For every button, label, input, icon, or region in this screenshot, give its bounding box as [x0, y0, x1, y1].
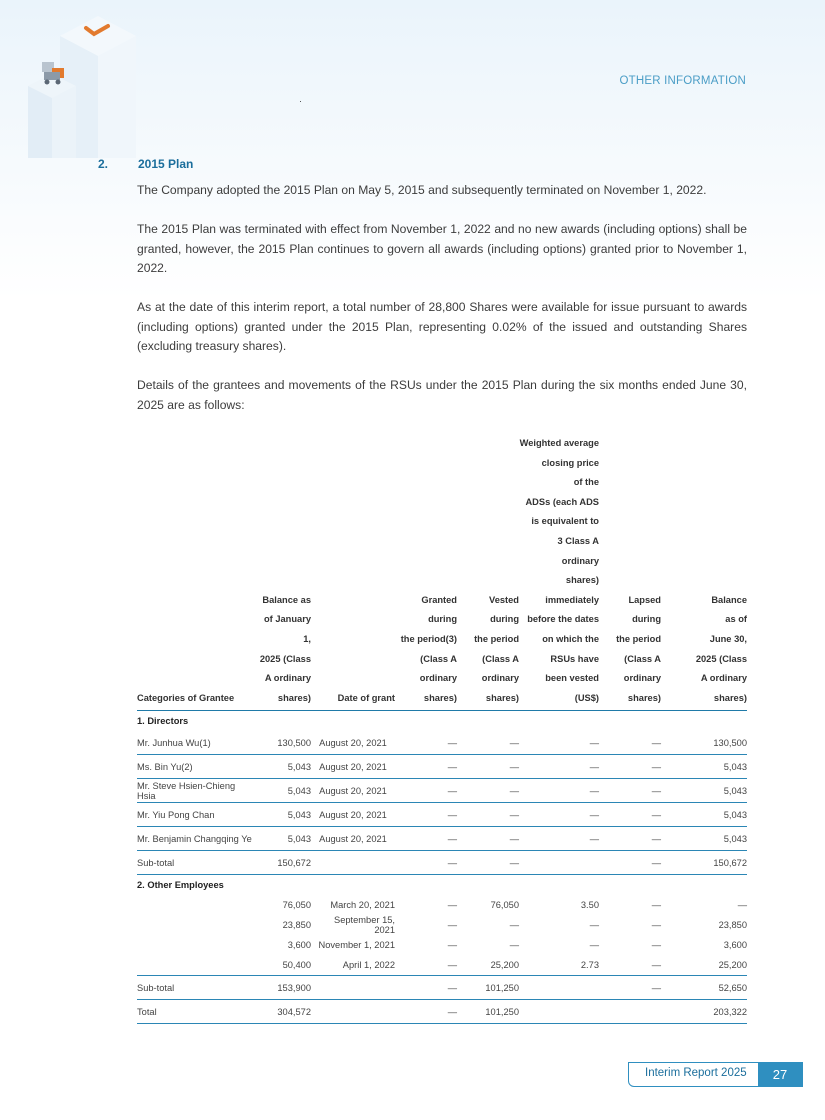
- balance-jan-cell: 304,572: [255, 1000, 311, 1024]
- grantee-name: Mr. Benjamin Changqing Ye: [137, 827, 255, 851]
- grant-date-cell: March 20, 2021: [330, 900, 395, 911]
- table-row: [137, 955, 747, 976]
- decorative-cubes-graphic: [20, 8, 140, 158]
- vested-cell: —: [457, 851, 519, 875]
- header-vested: Vested during the period (Class A ordinary shares): [457, 434, 519, 711]
- grant-date-cell: August 20, 2021: [311, 731, 395, 755]
- grantee-name: Mr. Steve Hsien-Chieng Hsia: [137, 779, 255, 803]
- balance-jan-cell: 3,600: [287, 940, 311, 951]
- balance-jun-cell: 203,322: [661, 1000, 747, 1024]
- lapsed-cell: —: [651, 920, 661, 931]
- balance-jan-cell: 76,050: [282, 900, 311, 911]
- balance-jan-cell: 5,043: [255, 779, 311, 803]
- grant-date-cell: April 1, 2022: [311, 955, 395, 976]
- price-cell: 2.73: [519, 955, 599, 976]
- paragraph-termination: The 2015 Plan was terminated with effect from November 1, 2022 and no new awards (including options) shall be granted, however, the 2015 Plan continues to govern all awards (including options) granted prior to November 1, 2022.: [137, 222, 747, 275]
- granted-cell: —: [395, 976, 457, 1000]
- grant-date-cell: September 15, 2021: [334, 915, 395, 936]
- total-label: Total: [137, 1000, 255, 1024]
- grant-date-cell: August 20, 2021: [311, 803, 395, 827]
- balance-jan-cell: 153,900: [255, 976, 311, 1000]
- grant-date-cell: August 20, 2021: [311, 827, 395, 851]
- grant-date-cell: [311, 1000, 395, 1024]
- lapsed-cell: —: [599, 955, 661, 976]
- grant-date-cell: November 1, 2021: [318, 940, 395, 951]
- header-balance-jan: Balance as of January 1, 2025 (Class A ordinary shares): [255, 434, 311, 711]
- table-row: [137, 779, 747, 803]
- balance-jun-cell: 5,043: [661, 755, 747, 779]
- section-number: 2.: [98, 157, 109, 171]
- grant-date-cell: [311, 976, 395, 1000]
- balance-jun-cell: 25,200: [661, 955, 747, 976]
- lapsed-cell: —: [599, 851, 661, 875]
- vested-cell: —: [457, 731, 519, 755]
- group-label: 1. Directors: [137, 716, 189, 727]
- balance-jan-cell: 5,043: [255, 755, 311, 779]
- granted-cell: —: [395, 779, 457, 803]
- vested-cell: —: [457, 755, 519, 779]
- grant-date-cell: August 20, 2021: [311, 779, 395, 803]
- paragraph-adoption: The Company adopted the 2015 Plan on May 5, 2015 and subsequently terminated on November 1, 2022.: [137, 183, 707, 197]
- subtotal-row-employees: [137, 976, 747, 1000]
- balance-jan-cell: 5,043: [255, 803, 311, 827]
- table-row: [137, 731, 747, 755]
- granted-cell: —: [395, 1000, 457, 1024]
- header-date-of-grant: Date of grant: [311, 434, 395, 711]
- granted-cell: —: [395, 851, 457, 875]
- granted-cell: —: [447, 920, 457, 931]
- grant-date-cell: August 20, 2021: [311, 755, 395, 779]
- balance-jun-cell: 5,043: [661, 803, 747, 827]
- table-row: [137, 935, 747, 955]
- price-cell: [519, 1000, 599, 1024]
- price-cell: —: [519, 731, 599, 755]
- price-cell: —: [519, 755, 599, 779]
- paragraph-availability: As at the date of this interim report, a total number of 28,800 Shares were available for issue pursuant to awards (including options) granted under the 2015 Plan, representing 0.02% of the issued and outstanding Shares (excluding treasury shares).: [137, 300, 747, 353]
- balance-jan-cell: 5,043: [255, 827, 311, 851]
- balance-jan-cell: 150,672: [255, 851, 311, 875]
- lapsed-cell: —: [599, 755, 661, 779]
- vested-cell: 101,250: [457, 976, 519, 1000]
- vested-cell: —: [457, 779, 519, 803]
- balance-jun-cell: 5,043: [661, 827, 747, 851]
- header-weighted-price: Weighted average closing price of the ADSs (each ADS is equivalent to 3 Class A ordinary shares) immediately before the dates on which the RSUs have been vested (US$): [519, 434, 599, 711]
- header-granted: Granted during the period(3) (Class A ordinary shares): [395, 434, 457, 711]
- lapsed-cell: —: [651, 900, 661, 911]
- section-tag: OTHER INFORMATION: [619, 75, 746, 87]
- balance-jun-cell: 52,650: [661, 976, 747, 1000]
- grantee-name: Ms. Bin Yu(2): [137, 755, 255, 779]
- subtotal-label: Sub-total: [137, 851, 255, 875]
- price-cell: [519, 851, 599, 875]
- granted-cell: —: [395, 803, 457, 827]
- vested-cell: 101,250: [457, 1000, 519, 1024]
- grant-date-cell: [311, 851, 395, 875]
- lapsed-cell: [599, 1000, 661, 1024]
- lapsed-cell: —: [599, 976, 661, 1000]
- table-row: [137, 803, 747, 827]
- price-cell: —: [589, 920, 599, 931]
- granted-cell: —: [395, 955, 457, 976]
- lapsed-cell: —: [599, 827, 661, 851]
- total-row: [137, 1000, 747, 1024]
- rsu-movements-table: [137, 434, 747, 1024]
- subtotal-row-directors: [137, 851, 747, 875]
- granted-cell: —: [447, 940, 457, 951]
- group-row-other-employees: [137, 875, 747, 896]
- grantee-name: Mr. Junhua Wu(1): [137, 731, 255, 755]
- balance-jun-cell: 5,043: [661, 779, 747, 803]
- lapsed-cell: —: [599, 779, 661, 803]
- balance-jun-cell: 150,672: [661, 851, 747, 875]
- table-row: [137, 915, 747, 935]
- price-cell: —: [519, 779, 599, 803]
- footer-badge: [628, 1062, 803, 1087]
- granted-cell: —: [395, 731, 457, 755]
- balance-jan-cell: 23,850: [282, 920, 311, 931]
- price-cell: [519, 976, 599, 1000]
- header-balance-jun: Balance as of June 30, 2025 (Class A ordinary shares): [661, 434, 747, 711]
- lapsed-cell: —: [599, 731, 661, 755]
- vested-cell: —: [509, 940, 519, 951]
- section-title: 2015 Plan: [138, 157, 194, 171]
- stray-dot: [300, 101, 301, 102]
- vested-cell: 25,200: [457, 955, 519, 976]
- vested-cell: —: [457, 827, 519, 851]
- section-heading: [98, 157, 193, 171]
- page-number: 27: [758, 1063, 802, 1086]
- balance-jun-cell: 23,850: [718, 920, 747, 931]
- granted-cell: —: [447, 900, 457, 911]
- subtotal-label: Sub-total: [137, 976, 255, 1000]
- granted-cell: —: [395, 755, 457, 779]
- vested-cell: —: [509, 920, 519, 931]
- footer-report-label: Interim Report 2025: [645, 1067, 747, 1079]
- price-cell: —: [589, 940, 599, 951]
- price-cell: 3.50: [580, 900, 599, 911]
- paragraph-details-intro: Details of the grantees and movements of the RSUs under the 2015 Plan during the six months ended June 30, 2025 are as follows:: [137, 378, 747, 412]
- balance-jun-cell: 3,600: [723, 940, 747, 951]
- grantee-name: Mr. Yiu Pong Chan: [137, 803, 255, 827]
- group-label: 2. Other Employees: [137, 880, 224, 891]
- granted-cell: —: [395, 827, 457, 851]
- table-header-row: [137, 434, 747, 711]
- group-row-directors: [137, 711, 747, 732]
- price-cell: —: [519, 803, 599, 827]
- table-row: [137, 755, 747, 779]
- lapsed-cell: —: [651, 940, 661, 951]
- balance-jan-cell: 130,500: [255, 731, 311, 755]
- header-category: Categories of Grantee: [137, 434, 255, 711]
- balance-jun-cell: 130,500: [661, 731, 747, 755]
- vested-cell: 76,050: [490, 900, 519, 911]
- table-row: [137, 827, 747, 851]
- table-row: [137, 895, 747, 915]
- vested-cell: —: [457, 803, 519, 827]
- price-cell: —: [519, 827, 599, 851]
- balance-jun-cell: —: [737, 900, 747, 911]
- header-lapsed: Lapsed during the period (Class A ordinary shares): [599, 434, 661, 711]
- lapsed-cell: —: [599, 803, 661, 827]
- balance-jan-cell: 50,400: [255, 955, 311, 976]
